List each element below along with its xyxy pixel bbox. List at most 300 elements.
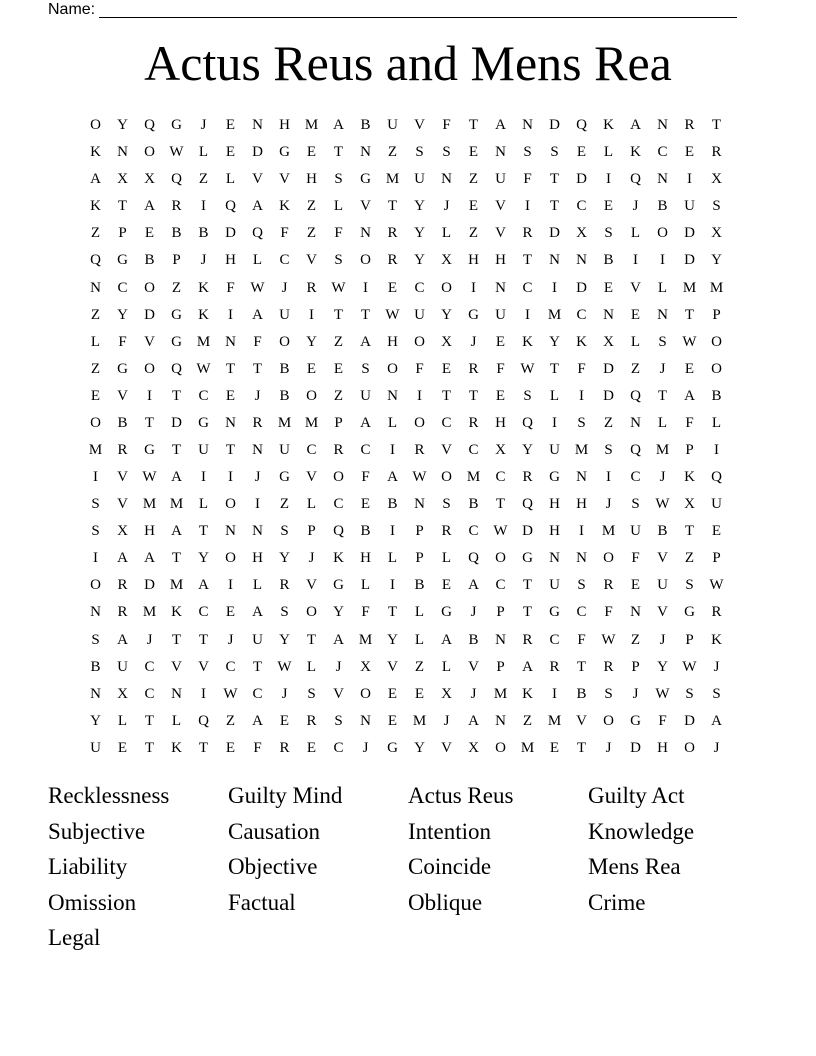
grid-letter: C <box>333 496 344 513</box>
grid-letter: H <box>576 496 587 513</box>
grid-letter: R <box>603 577 614 594</box>
grid-letter: Q <box>630 441 641 458</box>
grid-letter: I <box>201 198 206 215</box>
grid-letter: B <box>414 577 425 594</box>
grid-letter: R <box>549 658 560 675</box>
grid-letter: E <box>225 387 236 404</box>
grid-letter: T <box>522 577 533 594</box>
grid-letter: V <box>468 658 479 675</box>
grid-letter: A <box>333 117 344 134</box>
word-bank-item: Intention <box>408 818 492 844</box>
grid-letter: J <box>362 739 369 756</box>
grid-letter: S <box>550 144 559 161</box>
grid-letter: J <box>605 496 612 513</box>
grid-row <box>82 139 730 166</box>
grid-letter: K <box>630 144 641 161</box>
grid-letter: Q <box>171 171 182 188</box>
grid-letter: F <box>631 550 640 567</box>
grid-letter: T <box>117 198 128 215</box>
grid-letter: J <box>281 279 288 296</box>
grid-letter: X <box>441 685 452 702</box>
grid-row <box>82 626 730 653</box>
grid-letter: I <box>660 252 665 269</box>
grid-letter: C <box>441 414 452 431</box>
grid-letter: P <box>712 550 721 567</box>
grid-letter: Q <box>198 712 209 729</box>
grid-letter: F <box>118 333 127 350</box>
grid-letter: I <box>390 441 395 458</box>
grid-letter: G <box>387 739 398 756</box>
word-bank-item: Legal <box>48 925 101 951</box>
grid-letter: R <box>333 441 344 458</box>
grid-letter: X <box>360 658 371 675</box>
grid-letter: C <box>360 441 371 458</box>
grid-letter: D <box>549 225 560 242</box>
grid-letter: G <box>198 414 209 431</box>
grid-letter: H <box>225 252 236 269</box>
grid-letter: I <box>525 198 530 215</box>
grid-letter: B <box>468 496 479 513</box>
grid-letter: X <box>441 252 452 269</box>
grid-letter: J <box>146 631 153 648</box>
grid-letter: Z <box>306 225 317 242</box>
grid-letter: C <box>306 441 317 458</box>
grid-letter: G <box>468 306 479 323</box>
grid-letter: A <box>171 523 182 540</box>
grid-letter: R <box>468 360 479 377</box>
grid-letter: S <box>577 577 586 594</box>
word-bank-item: Objective <box>228 854 318 880</box>
grid-letter: E <box>90 387 101 404</box>
grid-letter: J <box>632 198 639 215</box>
grid-letter: B <box>603 252 614 269</box>
grid-letter: F <box>253 333 262 350</box>
grid-letter: I <box>228 469 233 486</box>
grid-letter: N <box>657 171 668 188</box>
grid-letter: S <box>712 198 721 215</box>
grid-letter: F <box>361 604 370 621</box>
grid-letter: N <box>549 252 560 269</box>
grid-letter: I <box>390 523 395 540</box>
grid-letter: Y <box>657 658 668 675</box>
grid-letter: N <box>360 712 371 729</box>
grid-letter: J <box>443 198 450 215</box>
grid-letter: I <box>606 171 611 188</box>
grid-letter: S <box>91 631 100 648</box>
grid-letter: O <box>144 279 155 296</box>
grid-letter: D <box>684 225 695 242</box>
grid-letter: N <box>171 685 182 702</box>
grid-letter: G <box>171 306 182 323</box>
grid-letter: K <box>198 306 209 323</box>
grid-letter: Z <box>333 387 344 404</box>
grid-letter: E <box>306 360 317 377</box>
grid-letter: Q <box>144 117 155 134</box>
grid-letter: M <box>169 577 184 594</box>
grid-letter: T <box>468 387 479 404</box>
grid-letter: R <box>414 441 425 458</box>
grid-letter: G <box>117 252 128 269</box>
grid-letter: V <box>171 658 182 675</box>
grid-letter: Z <box>90 360 101 377</box>
grid-letter: G <box>279 469 290 486</box>
grid-letter: B <box>360 117 371 134</box>
grid-letter: E <box>414 685 425 702</box>
word-bank-item: Coincide <box>408 854 492 880</box>
grid-letter: V <box>198 658 209 675</box>
grid-letter: D <box>522 523 533 540</box>
grid-letter: F <box>253 739 262 756</box>
grid-letter: B <box>144 252 155 269</box>
grid-letter: Q <box>711 469 722 486</box>
grid-letter: Y <box>306 333 317 350</box>
grid-letter: O <box>144 360 155 377</box>
grid-letter: S <box>280 604 289 621</box>
grid-letter: V <box>441 441 452 458</box>
grid-letter: T <box>360 306 371 323</box>
grid-letter: L <box>711 414 722 431</box>
grid-letter: V <box>576 712 587 729</box>
grid-letter: B <box>468 631 479 648</box>
grid-letter: R <box>441 523 452 540</box>
grid-letter: M <box>682 279 697 296</box>
grid-letter: F <box>604 604 613 621</box>
grid-letter: N <box>576 469 587 486</box>
grid-letter: L <box>360 577 371 594</box>
grid-letter: Y <box>711 252 722 269</box>
grid-letter: O <box>441 469 452 486</box>
grid-letter: W <box>682 333 697 350</box>
grid-letter: V <box>657 550 668 567</box>
grid-row <box>82 545 730 572</box>
grid-letter: X <box>117 685 128 702</box>
grid-letter: H <box>387 333 398 350</box>
grid-letter: I <box>606 469 611 486</box>
grid-letter: J <box>713 658 720 675</box>
grid-letter: M <box>601 523 616 540</box>
grid-letter: T <box>576 739 587 756</box>
grid-letter: O <box>495 739 506 756</box>
grid-letter: C <box>117 279 128 296</box>
grid-letter: E <box>279 712 290 729</box>
grid-letter: B <box>171 225 182 242</box>
grid-letter: T <box>198 523 209 540</box>
grid-letter: U <box>252 631 263 648</box>
grid-letter: J <box>200 117 207 134</box>
word-bank <box>48 780 768 958</box>
grid-letter: M <box>520 739 535 756</box>
grid-letter: O <box>306 387 317 404</box>
grid-letter: E <box>711 523 722 540</box>
grid-letter: E <box>495 333 506 350</box>
grid-letter: D <box>549 117 560 134</box>
grid-letter: U <box>414 171 425 188</box>
grid-letter: S <box>523 387 532 404</box>
grid-letter: U <box>495 171 506 188</box>
word-bank-item: Factual <box>228 889 296 915</box>
name-blank-line <box>99 1 737 18</box>
word-bank-item: Guilty Mind <box>228 783 343 808</box>
grid-letter: E <box>225 604 236 621</box>
grid-letter: P <box>307 523 316 540</box>
grid-letter: G <box>684 604 695 621</box>
grid-letter: O <box>306 604 317 621</box>
grid-letter: B <box>90 658 101 675</box>
grid-letter: E <box>144 225 155 242</box>
grid-letter: S <box>415 144 424 161</box>
grid-letter: J <box>443 712 450 729</box>
grid-letter: T <box>198 631 209 648</box>
grid-letter: T <box>144 739 155 756</box>
grid-letter: H <box>495 252 506 269</box>
grid-letter: T <box>387 198 398 215</box>
grid-letter: S <box>631 496 640 513</box>
grid-letter: N <box>549 550 560 567</box>
grid-letter: N <box>495 144 506 161</box>
grid-row <box>82 437 730 464</box>
grid-letter: K <box>711 631 722 648</box>
grid-letter: I <box>552 414 557 431</box>
grid-row <box>82 410 730 437</box>
grid-letter: T <box>549 360 560 377</box>
grid-letter: O <box>711 360 722 377</box>
grid-letter: Q <box>333 523 344 540</box>
grid-letter: N <box>252 523 263 540</box>
grid-letter: A <box>495 117 506 134</box>
grid-letter: L <box>657 279 668 296</box>
grid-letter: M <box>277 414 292 431</box>
grid-letter: S <box>685 577 694 594</box>
grid-letter: E <box>333 360 344 377</box>
grid-letter: E <box>684 144 695 161</box>
grid-letter: Q <box>630 171 641 188</box>
grid-letter: A <box>684 387 695 404</box>
grid-letter: K <box>603 117 614 134</box>
grid-letter: W <box>385 306 400 323</box>
grid-letter: T <box>441 387 452 404</box>
grid-letter: H <box>468 252 479 269</box>
grid-letter: N <box>225 523 236 540</box>
grid-letter: N <box>603 306 614 323</box>
grid-letter: J <box>254 387 261 404</box>
grid-letter: B <box>657 198 668 215</box>
grid-letter: R <box>711 604 722 621</box>
grid-letter: T <box>306 631 317 648</box>
grid-letter: J <box>470 685 477 702</box>
grid-letter: N <box>657 306 668 323</box>
grid-letter: F <box>334 225 343 242</box>
grid-letter: T <box>549 171 560 188</box>
grid-letter: M <box>655 441 670 458</box>
grid-letter: V <box>117 496 128 513</box>
grid-letter: P <box>496 658 505 675</box>
grid-letter: C <box>495 577 506 594</box>
grid-letter: S <box>442 496 451 513</box>
grid-letter: X <box>576 225 587 242</box>
grid-letter: O <box>657 225 668 242</box>
grid-letter: C <box>576 306 587 323</box>
grid-letter: N <box>90 604 101 621</box>
grid-letter: Y <box>522 441 533 458</box>
grid-letter: K <box>333 550 344 567</box>
grid-letter: I <box>93 550 98 567</box>
grid-letter: C <box>657 144 668 161</box>
grid-letter: H <box>549 496 560 513</box>
grid-letter: S <box>361 360 370 377</box>
grid-row <box>82 274 730 301</box>
grid-letter: V <box>144 333 155 350</box>
grid-letter: E <box>225 144 236 161</box>
grid-letter: S <box>334 252 343 269</box>
grid-letter: Z <box>684 550 695 567</box>
grid-letter: Y <box>414 198 425 215</box>
grid-letter: P <box>415 523 424 540</box>
grid-letter: G <box>171 333 182 350</box>
grid-letter: S <box>280 523 289 540</box>
grid-letter: K <box>522 333 533 350</box>
grid-letter: D <box>684 712 695 729</box>
grid-letter: O <box>360 252 371 269</box>
grid-letter: X <box>117 523 128 540</box>
grid-letter: T <box>252 658 263 675</box>
grid-letter: U <box>279 441 290 458</box>
grid-letter: N <box>576 252 587 269</box>
grid-letter: G <box>360 171 371 188</box>
grid-letter: I <box>228 306 233 323</box>
grid-letter: Z <box>90 306 101 323</box>
grid-letter: M <box>196 333 211 350</box>
grid-letter: F <box>442 117 451 134</box>
grid-letter: M <box>88 441 103 458</box>
grid-letter: T <box>225 360 236 377</box>
grid-letter: I <box>417 387 422 404</box>
word-bank-item: Mens Rea <box>588 854 681 880</box>
grid-row <box>82 220 730 247</box>
grid-letter: Y <box>198 550 209 567</box>
grid-letter: E <box>630 577 641 594</box>
grid-letter: R <box>279 577 290 594</box>
grid-letter: D <box>144 577 155 594</box>
word-search-grid <box>82 112 730 762</box>
grid-letter: V <box>279 171 290 188</box>
grid-letter: D <box>576 171 587 188</box>
word-bank-item: Subjective <box>48 818 146 844</box>
grid-letter: V <box>657 604 668 621</box>
grid-letter: C <box>630 469 641 486</box>
grid-letter: W <box>520 360 535 377</box>
grid-letter: X <box>684 496 695 513</box>
grid-letter: W <box>493 523 508 540</box>
grid-letter: G <box>279 144 290 161</box>
grid-letter: A <box>144 198 155 215</box>
grid-letter: E <box>468 144 479 161</box>
grid-letter: Q <box>90 252 101 269</box>
grid-letter: C <box>144 658 155 675</box>
grid-letter: X <box>144 171 155 188</box>
grid-row <box>82 654 730 681</box>
grid-letter: F <box>577 631 586 648</box>
grid-letter: E <box>360 496 371 513</box>
grid-letter: Z <box>225 712 236 729</box>
grid-row <box>82 112 730 139</box>
grid-letter: B <box>576 685 587 702</box>
grid-letter: J <box>659 360 666 377</box>
grid-letter: E <box>576 144 587 161</box>
grid-letter: D <box>684 252 695 269</box>
grid-letter: B <box>360 523 371 540</box>
grid-letter: C <box>225 658 236 675</box>
grid-letter: U <box>711 496 722 513</box>
grid-letter: T <box>657 387 668 404</box>
grid-letter: M <box>385 171 400 188</box>
grid-letter: E <box>603 198 614 215</box>
grid-letter: C <box>414 279 425 296</box>
grid-letter: V <box>414 117 425 134</box>
grid-letter: I <box>363 279 368 296</box>
grid-letter: M <box>412 712 427 729</box>
grid-letter: P <box>334 414 343 431</box>
grid-letter: O <box>387 360 398 377</box>
grid-letter: T <box>495 496 506 513</box>
grid-letter: U <box>495 306 506 323</box>
grid-letter: V <box>252 171 263 188</box>
grid-letter: H <box>252 550 263 567</box>
grid-letter: I <box>552 685 557 702</box>
grid-letter: Y <box>387 631 398 648</box>
grid-letter: C <box>576 604 587 621</box>
grid-letter: L <box>306 496 317 513</box>
grid-letter: N <box>657 117 668 134</box>
grid-letter: J <box>254 469 261 486</box>
grid-letter: L <box>198 496 209 513</box>
grid-letter: I <box>309 306 314 323</box>
grid-letter: N <box>495 631 506 648</box>
grid-letter: L <box>171 712 182 729</box>
grid-letter: N <box>630 604 641 621</box>
grid-letter: A <box>198 577 209 594</box>
grid-letter: K <box>171 739 182 756</box>
grid-letter: R <box>603 658 614 675</box>
grid-letter: X <box>711 225 722 242</box>
grid-letter: S <box>658 333 667 350</box>
grid-letter: R <box>711 144 722 161</box>
grid-letter: O <box>225 496 236 513</box>
grid-letter: N <box>225 333 236 350</box>
grid-letter: H <box>144 523 155 540</box>
grid-letter: M <box>466 469 481 486</box>
word-bank-item: Oblique <box>408 889 483 915</box>
grid-letter: L <box>630 225 641 242</box>
grid-letter: T <box>198 739 209 756</box>
grid-letter: E <box>441 577 452 594</box>
grid-letter: A <box>144 550 155 567</box>
grid-letter: L <box>252 252 263 269</box>
grid-letter: E <box>387 685 398 702</box>
grid-letter: J <box>200 252 207 269</box>
grid-letter: W <box>196 360 211 377</box>
grid-letter: P <box>685 441 694 458</box>
grid-letter: B <box>279 387 290 404</box>
grid-letter: T <box>171 441 182 458</box>
grid-letter: C <box>333 739 344 756</box>
grid-letter: S <box>523 144 532 161</box>
grid-letter: X <box>603 333 614 350</box>
grid-letter: I <box>228 577 233 594</box>
name-label: Name: <box>48 1 96 18</box>
grid-letter: E <box>630 306 641 323</box>
grid-letter: P <box>685 631 694 648</box>
grid-letter: Z <box>387 144 398 161</box>
